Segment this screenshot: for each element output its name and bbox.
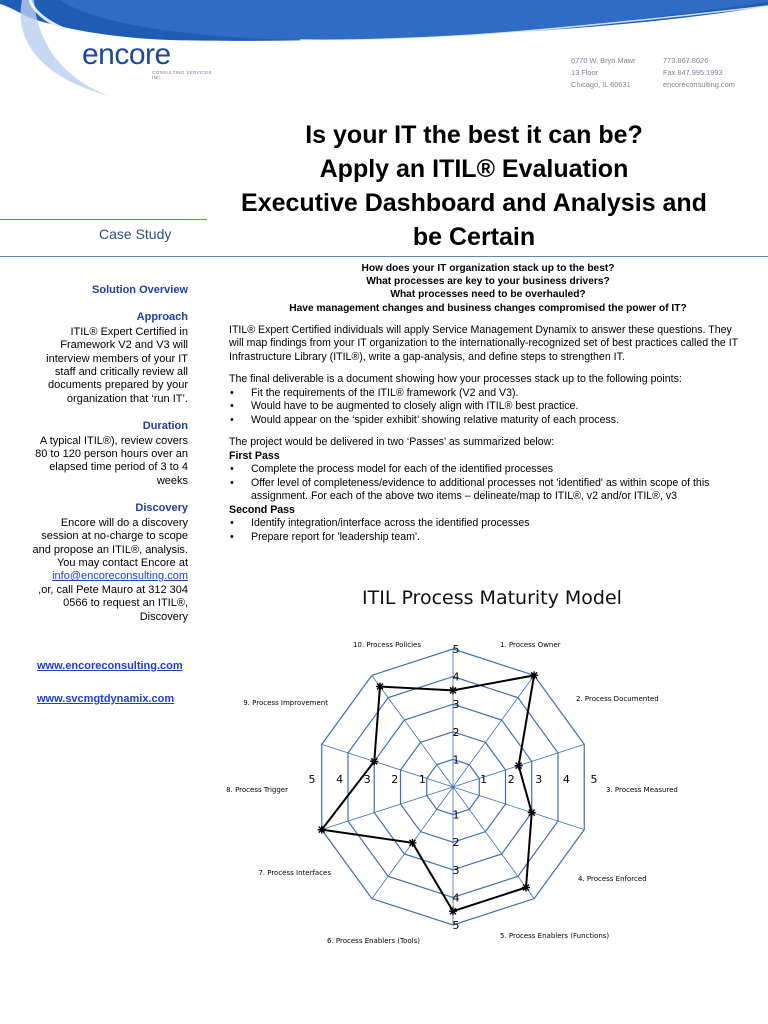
radar-tick-label: 3	[452, 698, 460, 712]
discovery-heading: Discovery	[135, 502, 188, 515]
logo-tagline: CONSULTING SERVICES INC	[152, 70, 212, 81]
radar-tick-label: 4	[562, 773, 570, 786]
case-study-label: Case Study	[99, 226, 172, 242]
radar-category-label: 1. Process Owner	[500, 641, 561, 649]
radar-series-line	[322, 675, 534, 911]
divider-main	[0, 256, 768, 257]
radar-tick-label: 1	[452, 808, 460, 822]
list-item: • Prepare report for 'leadership team'.	[229, 531, 747, 545]
phone-block	[663, 55, 735, 91]
list-item: • Would appear on the ‘spider exhibit’ showing relative maturity of each process.	[229, 414, 747, 428]
first-pass-heading: First Pass	[229, 449, 280, 462]
encore-website-link[interactable]: www.encoreconsulting.com	[37, 660, 183, 672]
list-item: • Offer level of completeness/evidence to additional processes not 'identified' as within scope of this assignment. For each of the above two items – delineate/map to ITIL®, v2 and/or ITIL®, v3	[229, 477, 747, 504]
duration-text: A typical ITIL®), review covers 80 to 120 person hours over an elapsed time period of 3 to 4 weeks	[35, 434, 188, 487]
radar-category-label: 9. Process Improvement	[243, 699, 328, 707]
radar-category-label: 6. Process Enablers (Tools)	[327, 937, 420, 945]
radar-tick-label: 3	[535, 773, 543, 786]
website-line: encoreconsulting.com	[663, 80, 735, 89]
radar-tick-label: 5	[308, 773, 316, 786]
phone-line: 773.867.8026	[663, 56, 709, 65]
fax-line: Fax 847.995.1993	[663, 68, 723, 77]
radar-tick-label: 5	[452, 919, 460, 932]
headline-line: Is your IT the best it can be?	[305, 121, 643, 149]
list-item: • Identify integration/interface across the identified processes	[229, 517, 747, 531]
questions-block	[229, 262, 747, 315]
address-line: Chicago, IL 60631	[571, 80, 631, 89]
discovery-contact-text: ,or, call Pete Mauro at 312 304 0566 to request an ITIL®, Discovery	[38, 583, 188, 623]
radar-tick-label: 2	[391, 773, 399, 786]
list-item: • Fit the requirements of the ITIL® framework (V2 and V3).	[229, 387, 747, 401]
radar-data-point	[449, 907, 457, 915]
address-line: 6770 W. Bryn Mawr	[571, 56, 636, 65]
radar-tick-label: 4	[336, 773, 344, 786]
intro-paragraph: ITIL® Expert Certified individuals will apply Service Management Dynamix to answer these questions. They will map findings from your IT organization to the internationally-recognized set of best practices called the IT Infrastructure Library (ITIL®), write a gap-analysis, and define steps to strengthen IT.	[229, 323, 738, 363]
deliverable-paragraph: The final deliverable is a document showing how your processes stack up to the following points:	[229, 373, 682, 386]
radar-spoke	[453, 787, 584, 830]
svcmgtdynamix-website-link[interactable]: www.svcmgtdynamix.com	[37, 693, 175, 705]
sidebar	[30, 284, 188, 624]
second-pass-list	[229, 517, 747, 544]
radar-category-label: 3. Process Measured	[606, 786, 678, 794]
radar-data-point	[530, 671, 538, 679]
radar-data-point	[449, 686, 457, 694]
headline-line: be Certain	[412, 223, 536, 251]
question-line: How does your IT organization stack up to the best?	[361, 263, 615, 274]
radar-category-label: 7. Process Interfaces	[258, 869, 331, 877]
first-pass-list	[229, 463, 747, 504]
radar-spoke	[372, 675, 453, 787]
radar-spoke	[322, 787, 453, 830]
radar-data-point	[408, 839, 416, 847]
radar-category-label: 4. Process Enforced	[578, 875, 647, 883]
radar-tick-label: 1	[480, 773, 488, 786]
radar-spoke	[453, 675, 534, 787]
radar-data-point	[376, 683, 384, 691]
page-headline	[222, 118, 726, 254]
radar-tick-label: 4	[452, 670, 460, 684]
radar-tick-label: 2	[452, 836, 460, 850]
headline-line: Executive Dashboard and Analysis and	[241, 189, 707, 217]
question-line: Have management changes and business changes compromised the power of IT?	[289, 302, 687, 314]
headline-line: Apply an ITIL® Evaluation	[319, 155, 629, 183]
approach-heading: Approach	[136, 311, 188, 324]
radar-tick-label: 2	[507, 773, 515, 786]
solution-overview-heading: Solution Overview	[92, 284, 188, 296]
address-line: 13 Floor	[571, 68, 599, 77]
radar-chart	[210, 630, 678, 950]
question-line: What processes are key to your business drivers?	[366, 276, 610, 288]
discovery-text: Encore will do a discovery session at no-charge to scope and propose an ITIL®, analysis. You may contact Encore at	[32, 516, 188, 569]
radar-data-point	[370, 757, 378, 765]
radar-tick-label: 3	[452, 863, 460, 877]
list-item: • Would have to be augmented to closely align with ITIL® best practice.	[229, 400, 747, 414]
chart-title: ITIL Process Maturity Model	[362, 587, 622, 609]
radar-category-label: 2. Process Documented	[576, 695, 659, 703]
question-line: What processes need to be overhauled?	[390, 289, 586, 301]
approach-text: ITIL® Expert Certified in Framework V2 and V3 will interview members of your IT staff and critically review all documents prepared by your organization that ‘run IT’.	[46, 325, 188, 405]
radar-category-label: 5. Process Enablers (Functions)	[500, 932, 610, 940]
radar-spoke	[453, 787, 534, 899]
address-block	[571, 55, 635, 91]
passes-intro: The project would be delivered in two ‘Passes’ as summarized below:	[229, 436, 555, 449]
deliverable-list	[229, 387, 747, 428]
radar-tick-label: 1	[418, 773, 426, 786]
encore-logo[interactable]	[82, 38, 212, 81]
radar-tick-label: 3	[363, 773, 371, 786]
list-item: • Complete the process model for each of the identified processes	[229, 463, 747, 477]
radar-tick-label: 4	[452, 891, 460, 905]
radar-tick-label: 5	[452, 643, 460, 656]
duration-heading: Duration	[142, 420, 188, 433]
radar-data-point	[522, 883, 530, 891]
main-content	[229, 262, 747, 544]
radar-tick-label: 2	[452, 725, 460, 739]
discovery-email-link[interactable]: info@encoreconsulting.com	[52, 570, 188, 583]
second-pass-heading: Second Pass	[229, 503, 295, 516]
logo-wordmark: encore	[82, 38, 171, 71]
radar-data-point	[318, 826, 326, 834]
radar-data-point	[515, 762, 523, 770]
radar-category-label: 8. Process Trigger	[226, 786, 288, 794]
radar-data-point	[528, 809, 536, 817]
radar-category-label: 10. Process Policies	[352, 641, 421, 649]
divider-top	[0, 219, 207, 220]
radar-tick-label: 5	[590, 773, 598, 786]
radar-tick-label: 1	[452, 753, 460, 767]
